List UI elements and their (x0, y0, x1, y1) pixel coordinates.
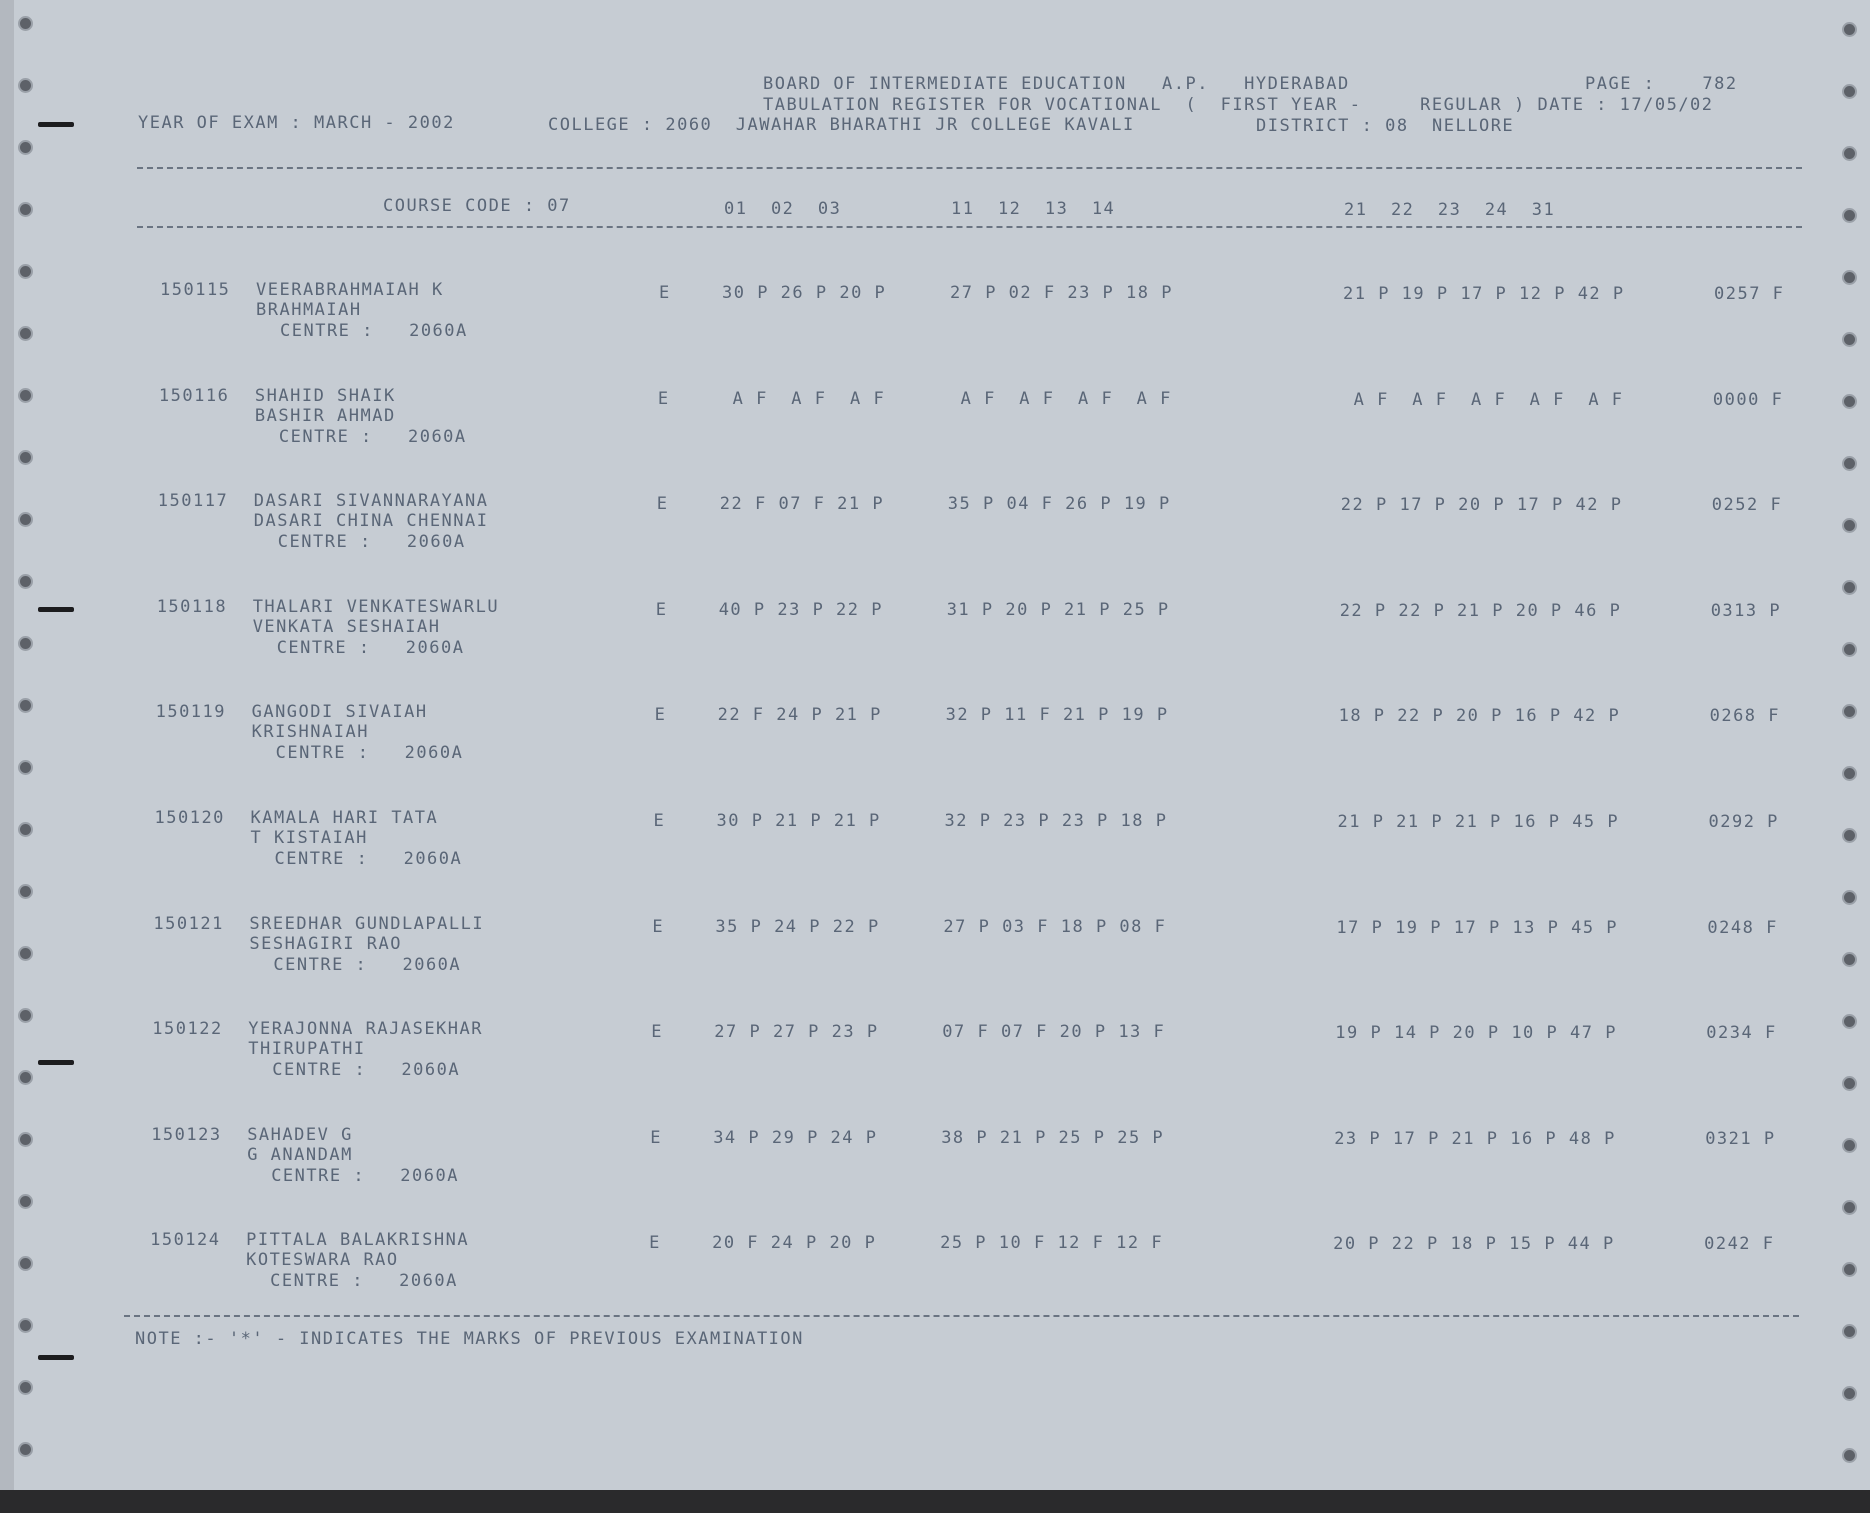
marks-group-3: A F A F A F A F A F (1341, 389, 1624, 410)
student-record (0, 808, 1870, 868)
page-header (0, 0, 1738, 180)
marks-group-1: 30 P 21 P 21 P (716, 811, 881, 831)
pen-mark (38, 122, 74, 127)
total-and-result: 0321 P (1705, 1128, 1776, 1149)
feed-hole (20, 452, 31, 463)
student-name: DASARI SIVANNARAYANA (253, 491, 489, 512)
parent-name: VENKATA SESHAIAH (252, 616, 441, 637)
marks-group-3: 22 P 22 P 21 P 20 P 46 P (1339, 600, 1622, 621)
feed-hole (20, 1196, 31, 1207)
marks-group-3: 21 P 21 P 21 P 16 P 45 P (1337, 812, 1620, 832)
footer-note: NOTE :- '*' - INDICATES THE MARKS OF PREVIOUS EXAMINATION (135, 1329, 804, 1349)
student-record (0, 914, 1870, 974)
year-of-exam: YEAR OF EXAM : MARCH - 2002 (138, 113, 455, 133)
student-record (0, 597, 1870, 657)
hall-ticket-number: 150122 (152, 1019, 223, 1040)
medium: E (649, 1233, 661, 1254)
student-name: VEERABRAHMAIAH K (256, 280, 444, 300)
college: COLLEGE : 2060 JAWAHAR BHARATHI JR COLLEGE KAVALI (548, 115, 1135, 135)
parent-name: BASHIR AHMAD (254, 405, 396, 426)
pen-mark (38, 1060, 74, 1065)
student-name: SREEDHAR GUNDLAPALLI (249, 913, 485, 934)
subject-codes-group-1: 01 02 03 (724, 199, 842, 219)
medium: E (652, 916, 665, 937)
student-name: SHAHID SHAIK (254, 385, 396, 406)
feed-hole (20, 266, 31, 277)
student-name: GANGODI SIVAIAH (251, 702, 428, 723)
feed-hole (20, 204, 31, 215)
marks-group-2: 32 P 11 F 21 P 19 P (945, 705, 1169, 726)
feed-hole (1844, 1388, 1855, 1399)
register-title: TABULATION REGISTER FOR VOCATIONAL ( FIRST YEAR - REGULAR ) DATE : 17/05/02 (763, 95, 1714, 115)
centre: CENTRE : 2060A (272, 1060, 461, 1081)
marks-group-2: 27 P 02 F 23 P 18 P (950, 283, 1173, 303)
medium: E (654, 705, 667, 726)
marks-group-1: 34 P 29 P 24 P (713, 1127, 878, 1148)
feed-hole (20, 886, 31, 897)
pen-mark (38, 607, 74, 612)
centre: CENTRE : 2060A (270, 1271, 458, 1292)
student-record (0, 386, 1870, 446)
marks-group-3: 21 P 19 P 17 P 12 P 42 P (1343, 284, 1625, 304)
parent-name: SESHAGIRI RAO (249, 933, 402, 954)
hall-ticket-number: 150124 (150, 1230, 221, 1251)
feed-hole (20, 1382, 31, 1393)
student-record (0, 280, 1870, 340)
medium: E (657, 388, 670, 409)
feed-hole (20, 1444, 31, 1455)
student-name: YERAJONNA RAJASEKHAR (248, 1019, 483, 1040)
centre: CENTRE : 2060A (280, 321, 468, 341)
centre: CENTRE : 2060A (274, 849, 463, 869)
header-top-rule (137, 167, 1802, 169)
marks-group-1: 30 P 26 P 20 P (722, 283, 887, 303)
marks-group-1: 22 F 24 P 21 P (717, 705, 882, 726)
medium: E (651, 1022, 664, 1043)
header-bottom-rule (137, 226, 1802, 228)
parent-name: DASARI CHINA CHENNAI (253, 511, 489, 532)
hall-ticket-number: 150117 (157, 491, 229, 512)
parent-name: KOTESWARA RAO (246, 1250, 399, 1271)
total-and-result: 0242 F (1704, 1234, 1775, 1255)
student-name: PITTALA BALAKRISHNA (246, 1230, 470, 1251)
parent-name: THIRUPATHI (248, 1039, 366, 1060)
feed-hole (20, 1320, 31, 1331)
page-number: PAGE : 782 (1585, 74, 1738, 94)
hall-ticket-number: 150121 (153, 913, 224, 934)
district: DISTRICT : 08 NELLORE (1256, 116, 1515, 136)
marks-group-3: 22 P 17 P 20 P 17 P 42 P (1340, 495, 1623, 516)
marks-group-1: 27 P 27 P 23 P (714, 1022, 879, 1043)
feed-hole (20, 576, 31, 587)
centre: CENTRE : 2060A (277, 532, 466, 553)
feed-hole (1844, 582, 1855, 593)
feed-hole (20, 762, 31, 773)
feed-hole (1844, 1450, 1855, 1461)
marks-group-2: 35 P 04 F 26 P 19 P (947, 494, 1171, 515)
hall-ticket-number: 150123 (151, 1124, 222, 1145)
parent-name: T KISTAIAH (250, 828, 368, 848)
marks-group-2: 32 P 23 P 23 P 18 P (944, 811, 1168, 831)
centre: CENTRE : 2060A (275, 743, 464, 764)
student-record (0, 702, 1870, 762)
hall-ticket-number: 150119 (155, 702, 227, 723)
marks-group-3: 18 P 22 P 20 P 16 P 42 P (1338, 706, 1621, 727)
marks-group-2: 38 P 21 P 25 P 25 P (941, 1127, 1165, 1148)
marks-group-1: 22 F 07 F 21 P (719, 494, 885, 515)
feed-hole (1844, 768, 1855, 779)
centre: CENTRE : 2060A (273, 954, 462, 975)
total-and-result: 0000 F (1712, 389, 1784, 410)
hall-ticket-number: 150118 (156, 596, 228, 617)
medium: E (656, 494, 669, 515)
centre: CENTRE : 2060A (278, 426, 467, 447)
student-name: SAHADEV G (247, 1124, 353, 1145)
total-and-result: 0268 F (1709, 706, 1781, 727)
feed-hole (1844, 458, 1855, 469)
marks-group-2: 27 P 03 F 18 P 08 F (943, 916, 1167, 937)
marks-group-2: A F A F A F A F (948, 388, 1172, 409)
hall-ticket-number: 150116 (158, 385, 230, 406)
feed-hole (1844, 1078, 1855, 1089)
total-and-result: 0234 F (1706, 1023, 1777, 1044)
marks-group-2: 31 P 20 P 21 P 25 P (946, 599, 1170, 620)
total-and-result: 0248 F (1707, 917, 1778, 938)
feed-hole (1844, 210, 1855, 221)
board-title: BOARD OF INTERMEDIATE EDUCATION A.P. HYDERABAD (763, 74, 1350, 94)
medium: E (655, 599, 668, 620)
parent-name: BRAHMAIAH (256, 300, 362, 320)
footer-rule (124, 1315, 1799, 1317)
parent-name: KRISHNAIAH (251, 722, 369, 743)
total-and-result: 0292 P (1708, 812, 1779, 832)
student-record (0, 491, 1870, 551)
hall-ticket-number: 150120 (154, 808, 225, 828)
marks-group-3: 20 P 22 P 18 P 15 P 44 P (1333, 1234, 1615, 1255)
feed-hole (1844, 24, 1855, 35)
student-record (0, 1125, 1870, 1185)
marks-group-1: 35 P 24 P 22 P (715, 916, 880, 937)
subject-codes-group-2: 11 12 13 14 (951, 199, 1116, 219)
centre: CENTRE : 2060A (276, 637, 465, 658)
feed-hole (1844, 86, 1855, 97)
student-record (0, 1230, 1870, 1290)
feed-hole (1844, 1326, 1855, 1337)
student-name: THALARI VENKATESWARLU (252, 596, 500, 617)
medium: E (659, 283, 671, 303)
course-code: COURSE CODE : 07 (383, 196, 571, 216)
centre: CENTRE : 2060A (271, 1165, 459, 1186)
medium: E (653, 811, 666, 831)
student-name: KAMALA HARI TATA (250, 808, 439, 828)
student-record (0, 1019, 1870, 1079)
total-and-result: 0252 F (1711, 495, 1783, 516)
subject-codes-group-3: 21 22 23 24 31 (1344, 200, 1556, 220)
feed-hole (1844, 148, 1855, 159)
total-and-result: 0313 P (1710, 600, 1782, 621)
feed-hole (1844, 1202, 1855, 1213)
marks-group-3: 19 P 14 P 20 P 10 P 47 P (1335, 1023, 1617, 1044)
feed-hole (1844, 892, 1855, 903)
marks-group-2: 25 P 10 F 12 F 12 F (940, 1233, 1164, 1254)
marks-group-1: 20 F 24 P 20 P (712, 1233, 877, 1254)
hall-ticket-number: 150115 (160, 280, 231, 300)
pen-mark (38, 1355, 74, 1360)
marks-group-3: 17 P 19 P 17 P 13 P 45 P (1336, 917, 1619, 938)
parent-name: G ANANDAM (247, 1144, 353, 1165)
marks-group-2: 07 F 07 F 20 P 13 F (942, 1022, 1166, 1043)
marks-group-1: A F A F A F (720, 388, 886, 409)
marks-group-3: 23 P 17 P 21 P 16 P 48 P (1334, 1128, 1616, 1149)
marks-group-1: 40 P 23 P 22 P (718, 599, 883, 620)
total-and-result: 0257 F (1714, 284, 1785, 304)
medium: E (650, 1127, 662, 1148)
